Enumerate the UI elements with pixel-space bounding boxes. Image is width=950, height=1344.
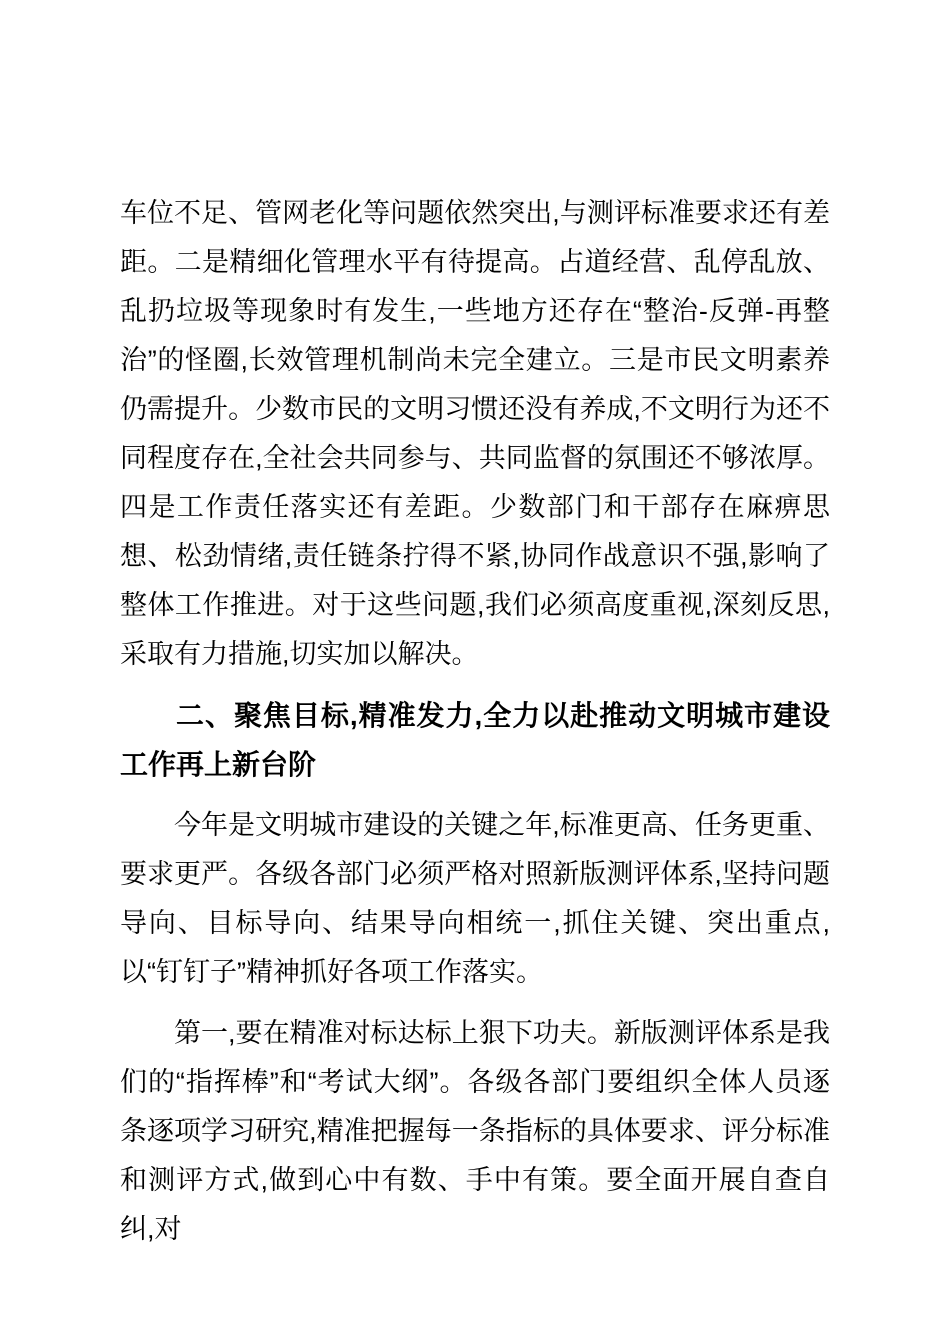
paragraph-problems-continuation: 车位不足、管网老化等问题依然突出,与测评标准要求还有差距。二是精细化管理水平有待提高。占道经营、乱停乱放、乱扔垃圾等现象时有发生,一些地方还存在“整治-反弹-再整治”的怪圈,长效管理机制尚未完全建立。三是市民文明素养仍需提升。少数市民的文明习惯还没有养成,不文明行为还不同程度存在,全社会共同参与、共同监督的氛围还不够浓厚。四是工作责任落实还有差距。少数部门和干部存在麻痹思想、松劲情绪,责任链条拧得不紧,协同作战意识不强,影响了整体工作推进。对于这些问题,我们必须高度重视,深刻反思,采取有力措施,切实加以解决。: [120, 198, 830, 669]
document-content: [120, 189, 830, 1254]
section-heading-two: 二、聚焦目标,精准发力,全力以赴推动文明城市建设工作再上新台阶: [120, 700, 830, 780]
paragraph-key-year: 今年是文明城市建设的关键之年,标准更高、任务更重、要求更严。各级各部门必须严格对照新版测评体系,坚持问题导向、目标导向、结果导向相统一,抓住关键、突出重点,以“钉钉子”精神抓好各项工作落实。: [120, 810, 830, 987]
paragraph-first-point: 第一,要在精准对标达标上狠下功夫。新版测评体系是我们的“指挥棒”和“考试大纲”。各级各部门要组织全体人员逐条逐项学习研究,精准把握每一条指标的具体要求、评分标准和测评方式,做到心中有数、手中有策。要全面开展自查自纠,对: [120, 1018, 830, 1244]
